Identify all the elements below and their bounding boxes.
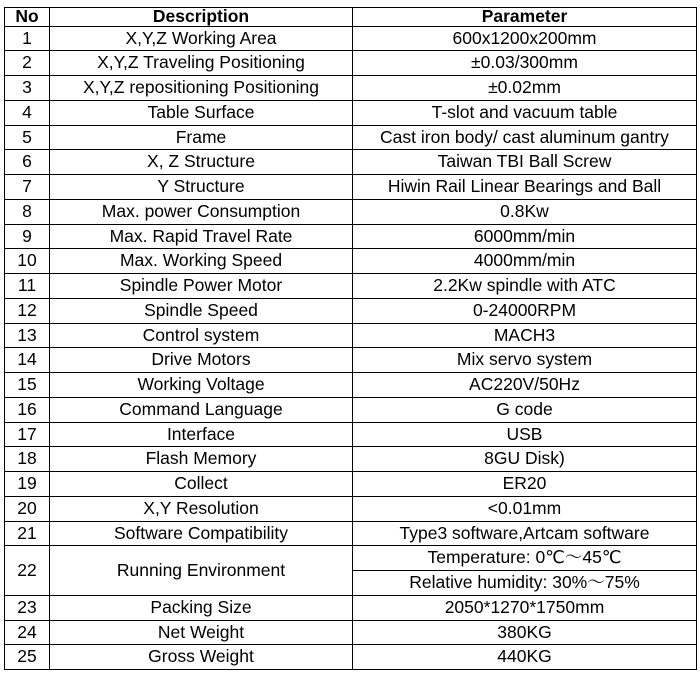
row-number: 17: [5, 422, 50, 447]
row-parameter: 0-24000RPM: [353, 298, 697, 323]
row-parameter: Temperature: 0℃～45℃: [353, 546, 697, 571]
table-row: [5, 645, 697, 670]
row-parameter: 440KG: [353, 645, 697, 670]
table-row: [5, 521, 697, 546]
row-number: 1: [5, 26, 50, 51]
row-parameter: Type3 software,Artcam software: [353, 521, 697, 546]
row-description: X,Y,Z Working Area: [50, 26, 353, 51]
row-number: 13: [5, 323, 50, 348]
table-row: [5, 199, 697, 224]
row-number: 5: [5, 125, 50, 150]
row-number: 3: [5, 76, 50, 101]
row-description: Packing Size: [50, 595, 353, 620]
row-parameter: ±0.03/300mm: [353, 51, 697, 76]
table-row: [5, 472, 697, 497]
row-number: 24: [5, 620, 50, 645]
row-description: X,Y,Z Traveling Positioning: [50, 51, 353, 76]
row-parameter: AC220V/50Hz: [353, 373, 697, 398]
table-row: [5, 76, 697, 101]
row-description: Running Environment: [50, 546, 353, 596]
row-description: Y Structure: [50, 175, 353, 200]
table-row: [5, 323, 697, 348]
row-description: Control system: [50, 323, 353, 348]
row-number: 18: [5, 447, 50, 472]
row-description: Collect: [50, 472, 353, 497]
row-description: Table Surface: [50, 100, 353, 125]
row-parameter: 380KG: [353, 620, 697, 645]
row-parameter: MACH3: [353, 323, 697, 348]
table-row: [5, 274, 697, 299]
table-row: [5, 100, 697, 125]
row-number: 16: [5, 397, 50, 422]
table-row: [5, 620, 697, 645]
row-description: X, Z Structure: [50, 150, 353, 175]
row-number: 8: [5, 199, 50, 224]
table-row: [5, 546, 697, 571]
row-description: Frame: [50, 125, 353, 150]
header-row: [5, 8, 697, 27]
row-number: 15: [5, 373, 50, 398]
row-description: Working Voltage: [50, 373, 353, 398]
row-description: Max. Rapid Travel Rate: [50, 224, 353, 249]
row-parameter: 2050*1270*1750mm: [353, 595, 697, 620]
row-parameter: 2.2Kw spindle with ATC: [353, 274, 697, 299]
row-parameter: 600x1200x200mm: [353, 26, 697, 51]
header-parameter: Parameter: [353, 8, 697, 27]
row-number: 14: [5, 348, 50, 373]
table-row: [5, 175, 697, 200]
row-parameter: Taiwan TBI Ball Screw: [353, 150, 697, 175]
table-row: [5, 51, 697, 76]
table-row: [5, 496, 697, 521]
row-parameter: Mix servo system: [353, 348, 697, 373]
table-row: [5, 26, 697, 51]
row-description: Drive Motors: [50, 348, 353, 373]
row-parameter: Hiwin Rail Linear Bearings and Ball: [353, 175, 697, 200]
row-parameter: 8GU Disk): [353, 447, 697, 472]
row-number: 25: [5, 645, 50, 670]
row-number: 19: [5, 472, 50, 497]
row-description: Gross Weight: [50, 645, 353, 670]
row-description: Software Compatibility: [50, 521, 353, 546]
table-row: [5, 150, 697, 175]
row-parameter: ±0.02mm: [353, 76, 697, 101]
table-row: [5, 224, 697, 249]
spec-table-body: [5, 26, 697, 670]
row-parameter: 6000mm/min: [353, 224, 697, 249]
row-parameter: T-slot and vacuum table: [353, 100, 697, 125]
table-row: [5, 125, 697, 150]
row-description: Command Language: [50, 397, 353, 422]
row-number: 2: [5, 51, 50, 76]
table-row: [5, 447, 697, 472]
row-number: 10: [5, 249, 50, 274]
row-number: 7: [5, 175, 50, 200]
header-description: Description: [50, 8, 353, 27]
row-parameter: ER20: [353, 472, 697, 497]
row-description: Flash Memory: [50, 447, 353, 472]
spec-table: [4, 7, 697, 670]
row-description: Spindle Power Motor: [50, 274, 353, 299]
row-parameter: Relative humidity: 30%～75%: [353, 571, 697, 596]
row-description: X,Y Resolution: [50, 496, 353, 521]
row-parameter: Cast iron body/ cast aluminum gantry: [353, 125, 697, 150]
row-parameter: <0.01mm: [353, 496, 697, 521]
row-parameter: 0.8Kw: [353, 199, 697, 224]
row-description: Max. power Consumption: [50, 199, 353, 224]
table-row: [5, 249, 697, 274]
row-parameter: G code: [353, 397, 697, 422]
row-number: 12: [5, 298, 50, 323]
table-row: [5, 397, 697, 422]
header-no: No: [5, 8, 50, 27]
row-description: X,Y,Z repositioning Positioning: [50, 76, 353, 101]
row-description: Net Weight: [50, 620, 353, 645]
row-description: Spindle Speed: [50, 298, 353, 323]
row-parameter: 4000mm/min: [353, 249, 697, 274]
table-row: [5, 298, 697, 323]
table-row: [5, 422, 697, 447]
row-number: 21: [5, 521, 50, 546]
row-number: 6: [5, 150, 50, 175]
table-row: [5, 595, 697, 620]
row-number: 22: [5, 546, 50, 596]
row-number: 4: [5, 100, 50, 125]
row-number: 20: [5, 496, 50, 521]
table-row: [5, 373, 697, 398]
row-number: 23: [5, 595, 50, 620]
row-number: 9: [5, 224, 50, 249]
row-description: Interface: [50, 422, 353, 447]
table-row: [5, 348, 697, 373]
row-parameter: USB: [353, 422, 697, 447]
row-number: 11: [5, 274, 50, 299]
row-description: Max. Working Speed: [50, 249, 353, 274]
